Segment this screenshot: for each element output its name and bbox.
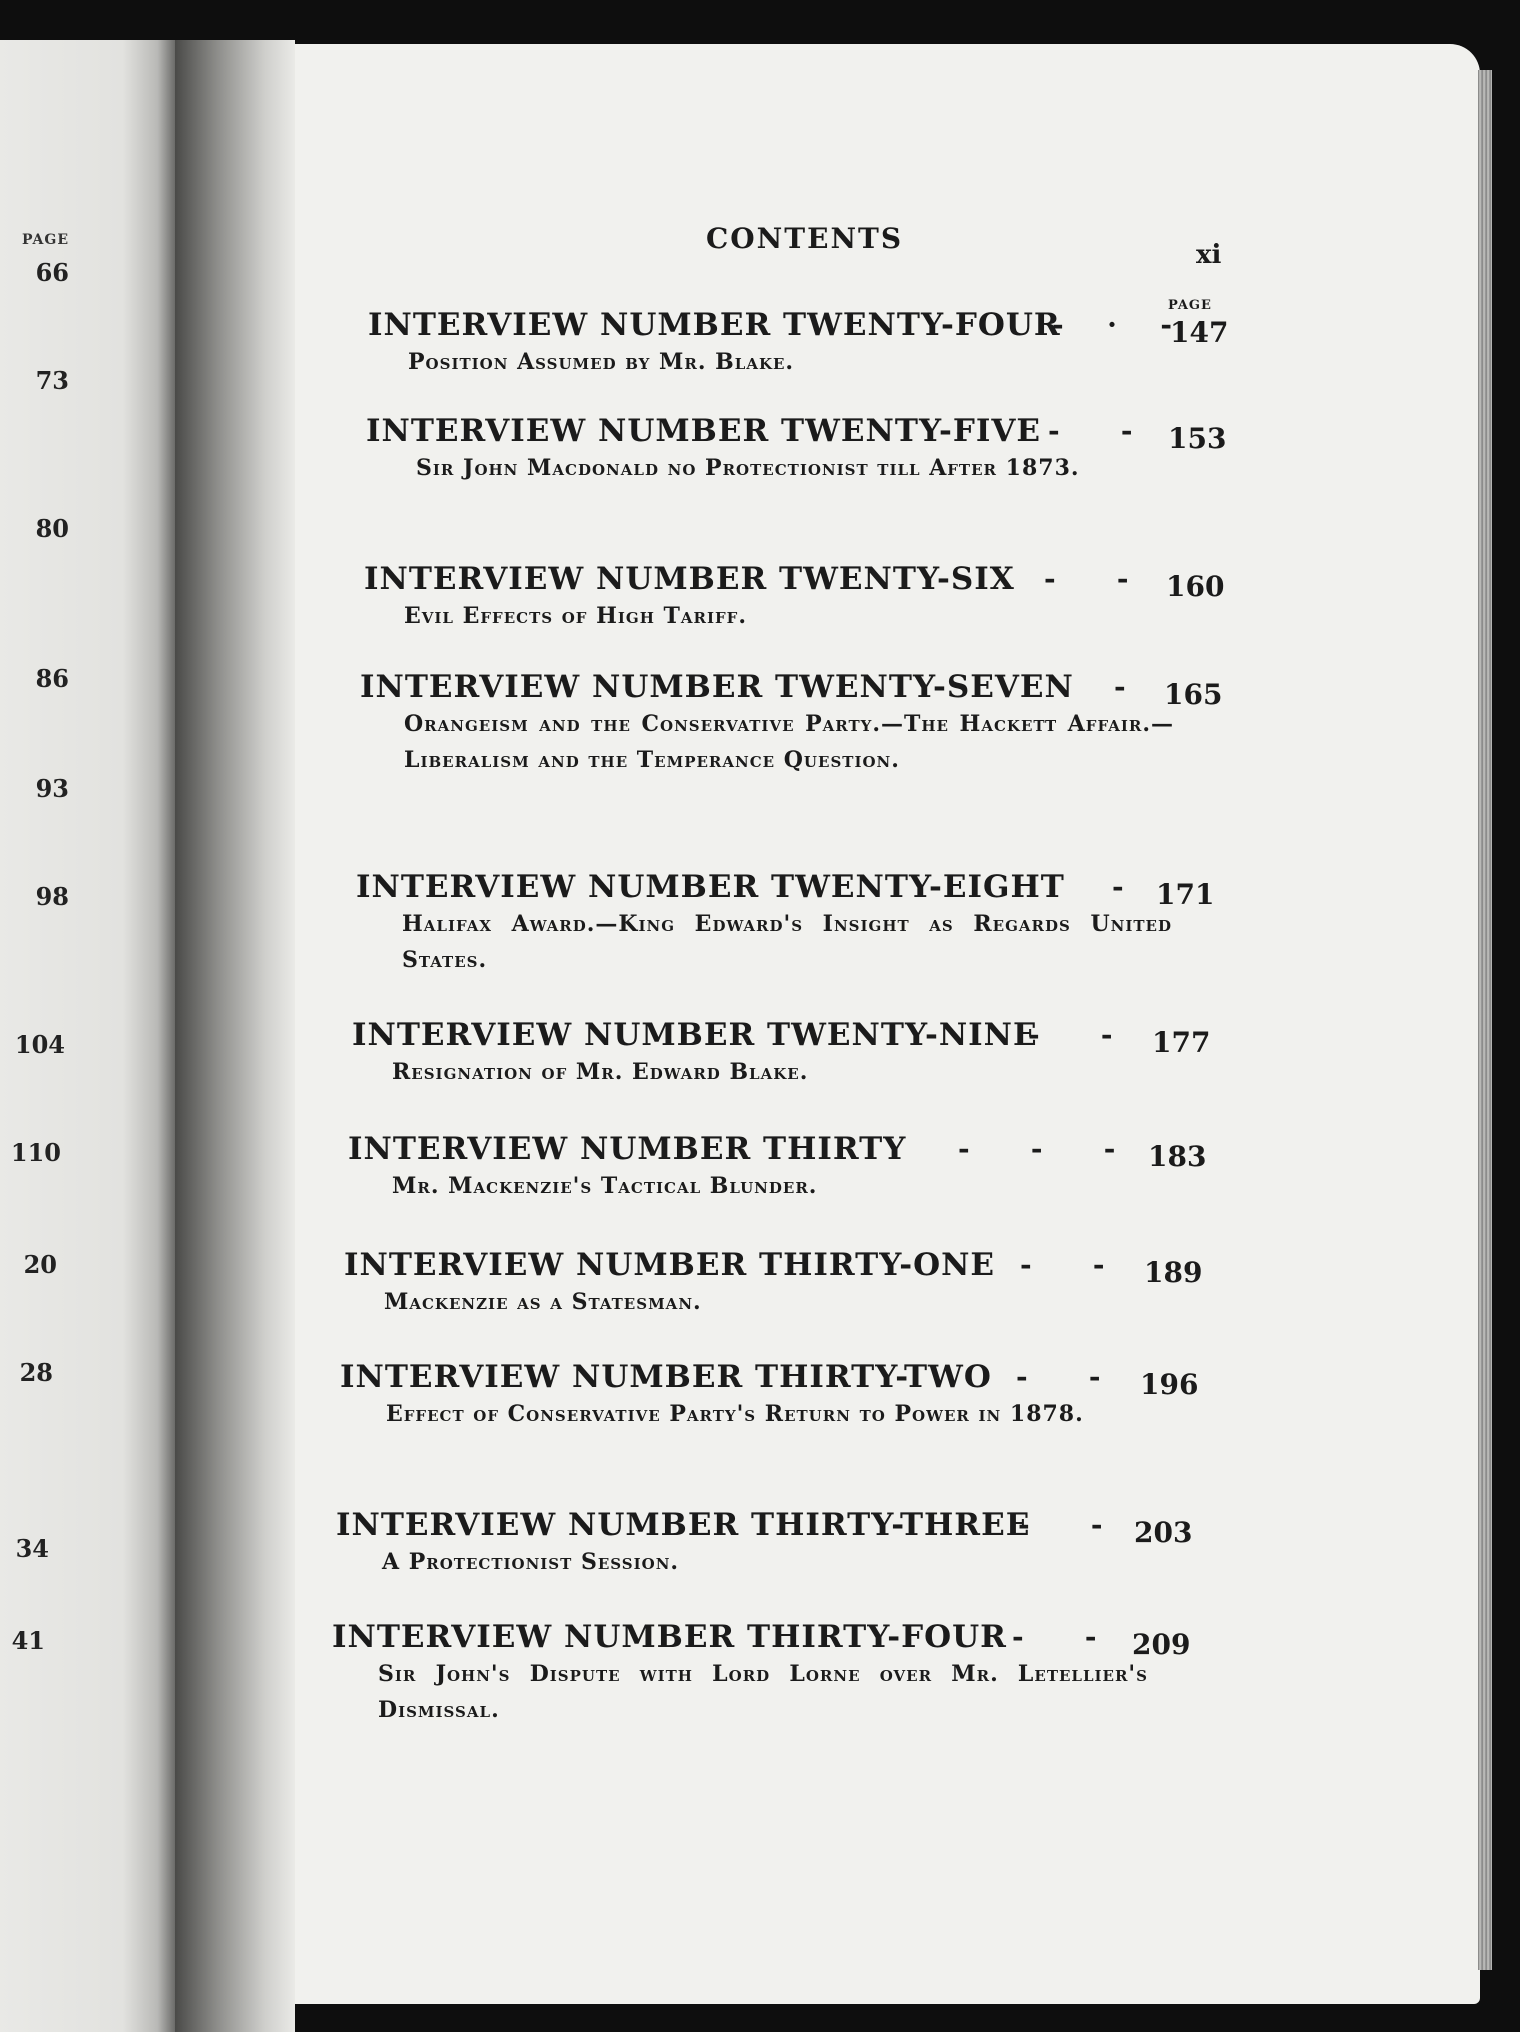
left-page-label: PAGE	[22, 232, 69, 248]
page-column-label: PAGE	[1168, 298, 1212, 313]
interview-title: INTERVIEW NUMBER TWENTY-FOUR	[368, 307, 1061, 343]
page-title: CONTENTS	[706, 222, 904, 255]
book-gutter	[175, 40, 295, 2032]
leader-dots: - -	[1044, 562, 1137, 595]
toc-entry	[360, 668, 1260, 778]
interview-subtitle: Position Assumed by Mr. Blake.	[408, 349, 795, 375]
toc-entry	[366, 412, 1266, 486]
interview-subtitle: Mackenzie as a Statesman.	[384, 1289, 702, 1315]
toc-entry	[340, 1358, 1240, 1432]
left-page-number: 93	[35, 774, 69, 803]
leader-dots: - -	[1018, 1508, 1111, 1541]
interview-subtitle: Effect of Conservative Party's Return to Power in 1878.	[386, 1401, 1084, 1427]
interview-title: INTERVIEW NUMBER TWENTY-SEVEN	[360, 669, 1074, 705]
toc-entry	[336, 1506, 1236, 1580]
toc-entry	[332, 1618, 1232, 1728]
page-number: 209	[1132, 1628, 1191, 1661]
left-page-number: 28	[19, 1358, 53, 1387]
left-page-number: 98	[35, 882, 69, 911]
page-number: 165	[1164, 678, 1223, 711]
leader-dots: - -	[1012, 1620, 1105, 1653]
interview-subtitle: Mr. Mackenzie's Tactical Blunder.	[392, 1173, 818, 1199]
interview-subtitle: Resignation of Mr. Edward Blake.	[392, 1059, 809, 1085]
page-number: 196	[1140, 1368, 1199, 1401]
page-number: 189	[1144, 1256, 1203, 1289]
toc-entry	[348, 1130, 1248, 1204]
toc-entry	[344, 1246, 1244, 1320]
toc-entry	[356, 868, 1256, 978]
leader-dots: - -	[1016, 1360, 1109, 1393]
interview-subtitle: A Protectionist Session.	[382, 1549, 680, 1575]
interview-title: INTERVIEW NUMBER THIRTY-FOUR	[332, 1619, 1007, 1655]
leader-dots: -	[1112, 870, 1132, 903]
toc-entry	[364, 560, 1264, 634]
interview-title: INTERVIEW NUMBER TWENTY-EIGHT	[356, 869, 1065, 905]
page-number: 160	[1166, 570, 1225, 603]
interview-subtitle: Sir John Macdonald no Protectionist till After 1873.	[416, 455, 1080, 481]
left-page-number: 86	[35, 664, 69, 693]
interview-title: INTERVIEW NUMBER THIRTY-TWO	[340, 1359, 992, 1395]
leader-dots: - -	[1028, 1018, 1121, 1051]
interview-title: INTERVIEW NUMBER TWENTY-FIVE	[366, 413, 1042, 449]
left-page-number: 110	[10, 1138, 61, 1167]
leader-dots: - - -	[958, 1132, 1124, 1165]
leader-dots: -	[1114, 670, 1134, 703]
page-number: 183	[1148, 1140, 1207, 1173]
left-page-number: 66	[35, 258, 69, 287]
interview-title: INTERVIEW NUMBER TWENTY-SIX	[364, 561, 1015, 597]
left-page-number: 34	[15, 1534, 49, 1563]
leader-dots: - -	[1020, 1248, 1113, 1281]
page-number: 171	[1156, 878, 1215, 911]
left-page-number: 80	[35, 514, 69, 543]
leader-dots: - -	[1048, 414, 1141, 447]
leader-dots: - · -	[1052, 308, 1180, 341]
page-number: 153	[1168, 422, 1227, 455]
left-page-number: 41	[11, 1626, 45, 1655]
folio-number: xi	[1196, 240, 1222, 270]
page-number: 177	[1152, 1026, 1211, 1059]
interview-title: INTERVIEW NUMBER THIRTY-THREE	[336, 1507, 1031, 1543]
page-edges	[1478, 70, 1492, 1970]
toc-entry	[352, 1016, 1252, 1090]
left-page	[0, 40, 175, 2032]
interview-title: INTERVIEW NUMBER TWENTY-NINE	[352, 1017, 1038, 1053]
left-page-number: 73	[35, 366, 69, 395]
toc-entry	[368, 306, 1268, 380]
page-number: 147	[1170, 316, 1229, 349]
interview-subtitle: Orangeism and the Conservative Party.—The Hackett Affair.—Liberalism and the Temperance Question.	[404, 711, 1174, 773]
left-page-number: 104	[14, 1030, 65, 1059]
page-number: 203	[1134, 1516, 1193, 1549]
interview-subtitle: Halifax Award.—King Edward's Insight as Regards United States.	[402, 911, 1172, 973]
interview-title: INTERVIEW NUMBER THIRTY	[348, 1131, 907, 1167]
interview-subtitle: Evil Effects of High Tariff.	[404, 603, 747, 629]
left-page-number: 20	[23, 1250, 57, 1279]
interview-title: INTERVIEW NUMBER THIRTY-ONE	[344, 1247, 996, 1283]
interview-subtitle: Sir John's Dispute with Lord Lorne over Mr. Letellier's Dismissal.	[378, 1661, 1148, 1723]
